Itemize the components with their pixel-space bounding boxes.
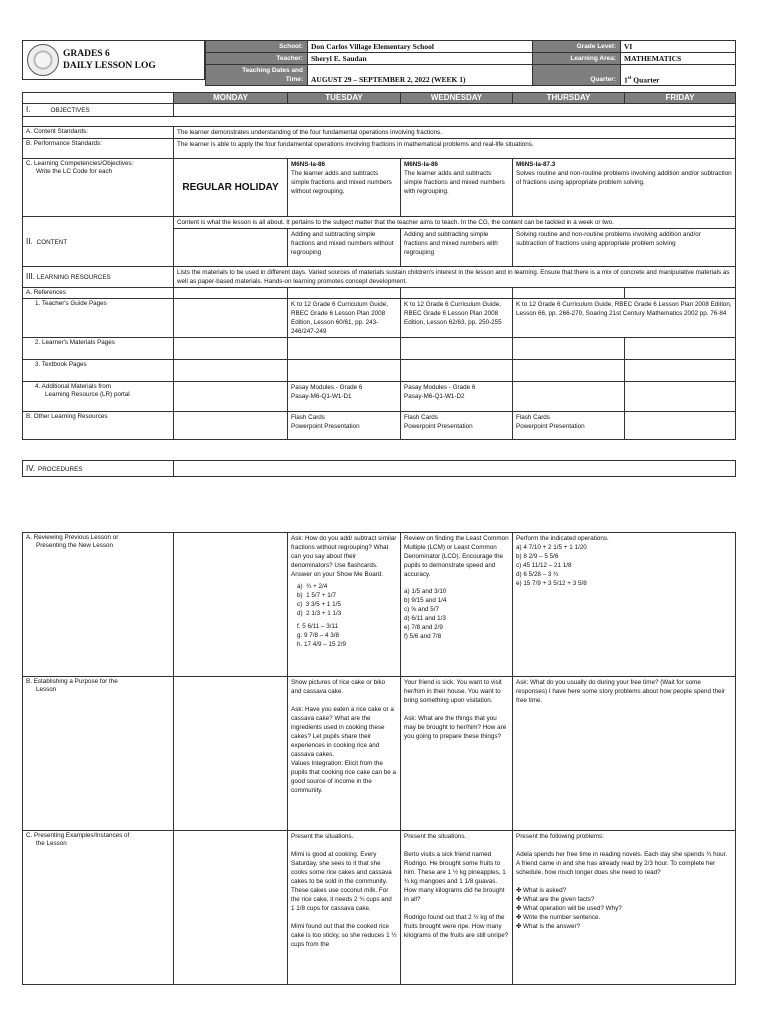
other-tuesday	[288, 412, 401, 440]
resources-num: III.	[26, 272, 35, 281]
resources-desc: Lists the materials to be used in different days. Varied sources of materials sustain children's interest in the lesson and in learning. Ensure that there is a mix of concrete and manipulative materials as well as paper-based materials. Hands-on learning promotes concept development.	[174, 267, 736, 288]
list-item	[297, 600, 397, 609]
proc-a-label-line1: A. Reviewing Previous Lesson or	[26, 534, 119, 541]
list-item: a) 4 7/10 + 2 1/5 + 1 1/20	[516, 544, 587, 551]
other-label: B. Other Learning Resources	[23, 412, 174, 440]
objectives-label: OBJECTIVES	[50, 107, 90, 114]
marker: c)	[297, 601, 303, 608]
tg-tuesday: K to 12 Grade 6 Curriculum Guide, RBEC Grade 6 Lesson Plan 2008 Edition, Lesson 60/61, pp. 243-246/247-249	[288, 299, 401, 338]
perf-std-text: The learner is able to apply the four fundamental operations involving fractions in mathematical problems and real-life situations.	[174, 139, 736, 159]
list-item: b) 8 2/9 – 5 5/6	[516, 553, 559, 560]
proc-a-thursday	[513, 533, 736, 677]
proc-b-tuesday-p2: Ask: Have you eaten a rice cake or a cassava cake? What are the ingredients used in cooking these cakes? Let pupils share their experiences in cooking rice and cassava cakes.	[291, 706, 394, 758]
day-thursday: THURSDAY	[513, 93, 625, 104]
resources-heading	[23, 267, 174, 288]
content-num: II.	[26, 236, 33, 246]
proc-b-wednesday-p1: Your friend is sick. You want to visit her/him in their house. You want to bring something upon visitation.	[404, 679, 502, 704]
proc-c-wednesday-p3: Rodrigo found out that 2 ½ kg of the fruits brought were ripe. How many kilograms of the fruits are still unripe?	[404, 914, 509, 939]
other-wednesday-1: Flash Cards	[404, 414, 438, 421]
marker: b)	[297, 592, 303, 599]
list-item: f. 5 6/11 – 3/11	[297, 623, 339, 630]
proc-b-tuesday	[288, 677, 401, 831]
proc-c-thursday	[513, 831, 736, 985]
lm-label: 2. Learner's Materials Pages	[23, 338, 174, 360]
proc-c-label-line1: C. Presenting Examples/Instances of	[26, 832, 130, 839]
textbook-row	[23, 360, 736, 382]
title-grade: GRADES 6	[63, 49, 110, 59]
proc-c-wednesday-p1: Present the situations.	[404, 833, 467, 840]
tg-label: 1. Teacher's Guide Pages	[23, 299, 174, 338]
list-item: c) 45 11/12 – 21 1/8	[516, 562, 572, 569]
list-item: f) 5/6 and 7/8	[404, 633, 442, 640]
quarter-label: Quarter:	[533, 65, 621, 86]
quarter-sup: st	[627, 75, 632, 81]
other-wednesday-2: Powerpoint Presentation	[404, 423, 473, 430]
additional-materials-row	[23, 382, 736, 412]
header-info-table	[205, 40, 736, 86]
bullet-icon: ✤	[516, 914, 522, 921]
tg-wednesday: K to 12 Grade 6 Curriculum Guide, RBEC Grade 6 Lesson Plan 2008 Edition, Lesson 62/63, pp. 250-255	[401, 299, 513, 338]
day-header-row	[23, 93, 736, 104]
proc-c-thursday-questions	[516, 886, 732, 931]
proc-a-wednesday	[401, 533, 513, 677]
other-thursday	[513, 412, 625, 440]
proc-b-tuesday-p3: Values Integration: Elicit from the pupils that cooking rice cake can be a good source of income in the community.	[291, 760, 397, 794]
proc-c-row	[23, 831, 736, 985]
lc-wednesday-code: M6NS-Ia-86	[404, 161, 438, 168]
procedures-table	[22, 532, 736, 985]
day-tuesday: TUESDAY	[288, 93, 401, 104]
day-friday: FRIDAY	[625, 93, 736, 104]
learners-materials-row	[23, 338, 736, 360]
proc-a-wednesday-text: Review on finding the Least Common Multiple (LCM) or Least Common Denominator (LCD). Encourage the pupils to demonstrate speed and accuracy.	[404, 535, 509, 578]
proc-c-wednesday	[401, 831, 513, 985]
am-wednesday	[401, 382, 513, 412]
lc-thursday-code: M6NS-Ia-87.3	[516, 161, 556, 168]
proc-b-label	[23, 677, 174, 831]
procedures-heading	[23, 461, 174, 477]
proc-b-label-line1: B. Establishing a Purpose for the	[26, 678, 118, 685]
title-box	[22, 40, 205, 80]
lc-thursday-text: Solves routine and non-routine problems involving addition and/or subtraction of fractions using appropriate problem solving.	[516, 170, 732, 186]
title-lines	[63, 48, 156, 72]
dates-label-line1: Teaching Dates and	[242, 67, 303, 74]
list-item: h. 17 4/9 – 15 2/9	[297, 641, 347, 648]
perf-std-label: B. Performance Standards:	[23, 139, 174, 159]
dates-value: AUGUST 29 – SEPTEMBER 2, 2022 (WEEK 1)	[308, 65, 533, 86]
proc-c-wednesday-p2: Berto visits a sick friend named Rodrigo. He brought some fruits to him. These are 1 ½ kg pineapples, 1 ¾ kg mangoes and 1 1/8 guavas. How many kilograms did he brought in all?	[404, 851, 506, 903]
other-thursday-1: Flash Cards	[516, 414, 550, 421]
resources-label: LEARNING RESOURCES	[36, 274, 111, 281]
day-wednesday: WEDNESDAY	[401, 93, 513, 104]
area-label: Learning Area:	[533, 53, 621, 65]
objectives-num: I.	[26, 105, 31, 114]
regular-holiday: REGULAR HOLIDAY	[174, 159, 288, 217]
list-item: d) 6/11 and 1/3	[404, 615, 446, 622]
marker: a)	[297, 583, 303, 590]
proc-a-tuesday-list	[291, 582, 397, 649]
proc-a-wednesday-list	[404, 587, 509, 641]
proc-a-tuesday-text: Ask: How do you add/ subtract similar fractions without regrouping? What can you say about their denominators? Use flashcards. Answer on your Show Me Board.	[291, 535, 397, 578]
dates-label	[206, 65, 308, 86]
other-tuesday-2: Powerpoint Presentation	[291, 423, 360, 430]
title-dll: DAILY LESSON LOG	[63, 61, 156, 71]
proc-a-label	[23, 533, 174, 677]
competencies-row	[23, 159, 736, 217]
item-text: 3 3/5 + 1 1/5	[305, 601, 341, 608]
item-text: What are the given facts?	[523, 896, 595, 903]
list-item	[516, 886, 732, 895]
teachers-guide-row	[23, 299, 736, 338]
am-label-line1: 4. Additional Materials from	[35, 383, 111, 390]
item-text: 2 1/3 + 1 1/3	[306, 610, 342, 617]
item-text: 1 5/7 + 1/7	[306, 592, 337, 599]
proc-a-tuesday	[288, 533, 401, 677]
content-tuesday: Adding and subtracting simple fractions and mixed numbers without regrouping	[288, 229, 401, 267]
resources-row	[23, 267, 736, 288]
lc-thursday	[513, 159, 736, 217]
content-std-text: The learner demonstrates understanding of the four fundamental operations involving fractions.	[174, 127, 736, 139]
content-desc-row	[23, 217, 736, 229]
teacher-value: Sheryl E. Saudan	[308, 53, 533, 65]
proc-b-wednesday	[401, 677, 513, 831]
list-item	[297, 609, 397, 618]
proc-c-tuesday-p1: Present the situations.	[291, 833, 354, 840]
procedures-num: IV.	[26, 463, 36, 473]
list-item: c) ⅝ and 5/7	[404, 606, 440, 613]
proc-b-wednesday-p2: Ask: What are the things that you may be brought to her/him? How are you going to prepare these things?	[404, 715, 507, 740]
quarter-word: Quarter	[631, 75, 660, 84]
lc-tuesday	[288, 159, 401, 217]
list-item	[516, 904, 732, 913]
content-heading	[23, 217, 174, 267]
school-label: School:	[206, 41, 308, 53]
quarter-num: 1	[624, 75, 628, 84]
objectives-heading	[23, 104, 174, 117]
proc-c-label	[23, 831, 174, 985]
proc-c-thursday-p1: Present the following problems:	[516, 833, 604, 840]
other-wednesday	[401, 412, 513, 440]
lc-label-line1: C. Learning Competencies/Objectives:	[26, 160, 134, 167]
bullet-icon: ✤	[516, 923, 522, 930]
objectives-row	[23, 104, 736, 117]
list-item: d) 6 5/28 – 3 ¾	[516, 571, 559, 578]
am-tuesday	[288, 382, 401, 412]
list-item	[516, 913, 732, 922]
proc-b-row	[23, 677, 736, 831]
list-item	[516, 895, 732, 904]
teacher-label: Teacher:	[206, 53, 308, 65]
list-item	[297, 591, 397, 600]
grade-label: Grade Level:	[533, 41, 621, 53]
proc-b-thursday: Ask: What do you usually do during your free time? (Wait for some responses) I have here some story problems about how people spend their free time.	[513, 677, 736, 831]
references-row	[23, 288, 736, 299]
lc-tuesday-text: The learner adds and subtracts simple fractions and mixed numbers without regrouping.	[291, 170, 392, 195]
school-value: Don Carlos Village Elementary School	[308, 41, 533, 53]
am-tuesday-line2: Pasay-M6-Q1-W1-D1	[291, 393, 352, 400]
list-item	[297, 582, 397, 591]
proc-c-tuesday	[288, 831, 401, 985]
list-item: b) 9/15 and 1/4	[404, 597, 447, 604]
bullet-icon: ✤	[516, 905, 522, 912]
proc-c-tuesday-p3: Mimi found out that the cooked rice cake is too sticky, so she reduces 1 ½ cups from the	[291, 923, 397, 948]
am-tuesday-line1: Pasay Modules - Grade 6	[291, 384, 363, 391]
main-lesson-table	[22, 92, 736, 440]
content-thursday: Solving routine and non-routine problems involving addition and/or subtraction of fractions using appropriate problem solving	[513, 229, 736, 267]
proc-b-label-line2: Lesson	[36, 686, 57, 693]
performance-standards-row	[23, 139, 736, 159]
day-monday: MONDAY	[174, 93, 288, 104]
lc-label	[23, 159, 174, 217]
am-wednesday-line2: Pasay-M6-Q1-W1-D2	[404, 393, 465, 400]
bullet-icon: ✤	[516, 887, 522, 894]
proc-c-label-line2: the Lesson	[36, 840, 67, 847]
area-value: MATHEMATICS	[621, 53, 736, 65]
tg-thursday: K to 12 Grade 6 Curriculum Guide, RBEC Grade 6 Lesson Plan 2008 Edition, Lesson 66, pp. 266-270, Soaring 21st Century Mathematics 2002 pp. 76-84	[513, 299, 736, 338]
procedures-header-table	[22, 460, 736, 477]
content-std-label: A. Content Standards:	[23, 127, 174, 139]
lc-tuesday-code: M6NS-Ia-86	[291, 161, 325, 168]
other-thursday-2: Powerpoint Presentation	[516, 423, 585, 430]
item-text: What is asked?	[523, 887, 567, 894]
proc-c-tuesday-p2: Mimi is good at cooking. Every Saturday, she sees to it that she cooks some rice cakes and cassava cakes to be sold in the community. These cakes use coconut milk. For the rice cake, it needs 2 ¾ cups and 1 1/8 cups for cassava cake.	[291, 851, 392, 912]
proc-a-label-line2: Presenting the New Lesson	[36, 542, 114, 549]
quarter-value	[621, 65, 736, 86]
item-text: What is the answer?	[523, 923, 581, 930]
content-standards-row	[23, 127, 736, 139]
am-label-line2: Learning Resource (LR) portal	[45, 391, 130, 398]
item-text: What operation will be used? Why?	[523, 905, 622, 912]
list-item: e) 7/8 and 2/9	[404, 624, 443, 631]
proc-a-row	[23, 533, 736, 677]
content-wednesday: Adding and subtracting simple fractions and mixed numbers with regrouping	[401, 229, 513, 267]
proc-a-thursday-text: Perform the indicated operations.	[516, 535, 609, 542]
proc-b-tuesday-p1: Show pictures of rice cake or biko and cassava cake.	[291, 679, 386, 695]
procedures-label: PROCEDURES	[38, 465, 83, 473]
am-wednesday-line1: Pasay Modules - Grade 6	[404, 384, 476, 391]
other-resources-row	[23, 412, 736, 440]
list-item: e) 15 7/9 + 3 5/12 + 3 5/8	[516, 580, 587, 587]
content-label: CONTENT	[36, 238, 68, 246]
list-item: g. 9 7/8 – 4 3/8	[297, 632, 340, 639]
other-tuesday-1: Flash Cards	[291, 414, 325, 421]
tb-label: 3. Textbook Pages	[23, 360, 174, 382]
list-item	[516, 922, 732, 931]
dates-label-line2: Time:	[285, 76, 303, 83]
lc-label-line2: Write the LC Code for each	[36, 168, 113, 175]
lc-wednesday-text: The learner adds and subtracts simple fractions and mixed numbers with regrouping.	[404, 170, 505, 195]
proc-c-thursday-p2: Adela spends her free time in reading novels. Each day she spends ¾ hour. A friend came in and she has already read by 2/3 hour. To complete her schedule, how much longer does she need to read?	[516, 851, 728, 876]
grade-value: VI	[621, 41, 736, 53]
marker: d)	[297, 610, 303, 617]
list-item: a) 1/5 and 3/10	[404, 588, 447, 595]
item-text: ¾ + 2/4	[306, 583, 328, 590]
item-text: Write the number sentence.	[523, 914, 601, 921]
references-label: A. References	[23, 288, 174, 299]
bullet-icon: ✤	[516, 896, 522, 903]
am-label	[23, 382, 174, 412]
content-desc: Content is what the lesson is all about. It pertains to the subject matter that the teacher aims to teach. In the CG, the content can be tackled in a week or two.	[174, 217, 736, 229]
lc-wednesday	[401, 159, 513, 217]
deped-seal-icon	[27, 44, 59, 76]
